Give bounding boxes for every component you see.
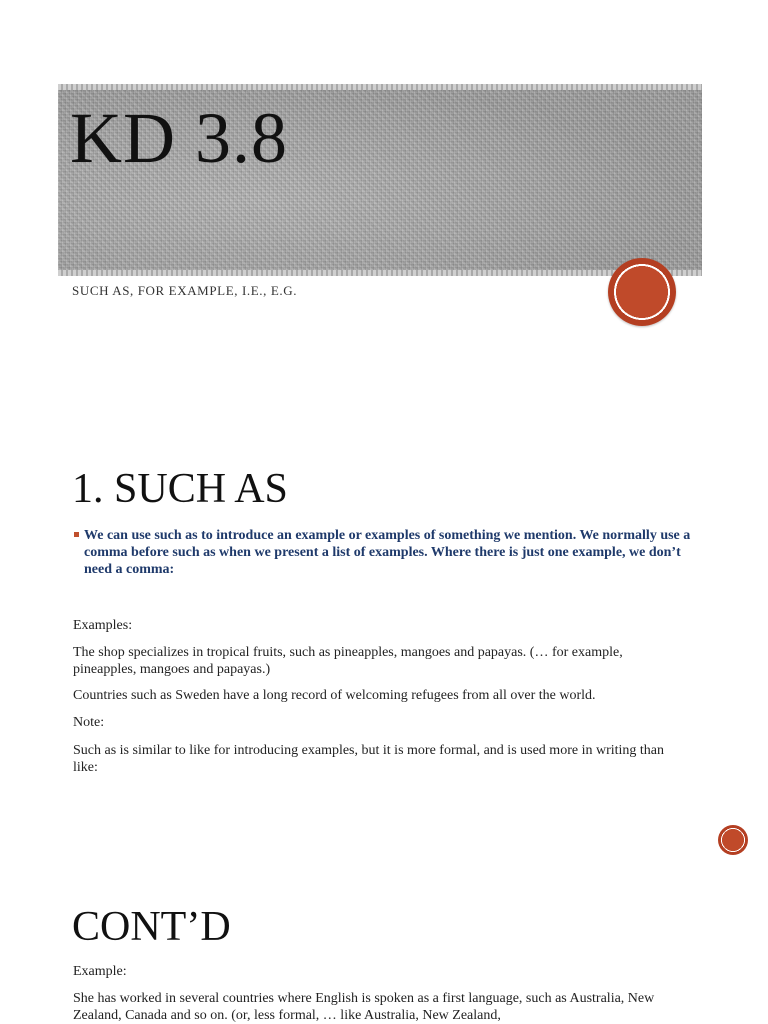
- slide-title: KD 3.8: [70, 98, 288, 178]
- banner-top-edge: [58, 84, 702, 90]
- slide-heading: CONT’D: [72, 904, 231, 950]
- bullet-text: We can use such as to introduce an example or examples of something we mention. We normally use a comma before such as when we present a list of examples. Where there is just one example, we don’t need a comma:: [84, 528, 691, 577]
- decorative-circle-icon: [718, 825, 748, 855]
- bullet-square-icon: [74, 532, 79, 537]
- title-slide: [0, 0, 768, 400]
- slide-subtitle: SUCH AS, FOR EXAMPLE, I.E., E.G.: [72, 283, 298, 298]
- such-as-slide: [0, 440, 768, 870]
- bullet-item: [74, 527, 694, 578]
- example-sentence-2: Countries such as Sweden have a long record of welcoming refugees from all over the world.: [73, 688, 596, 703]
- example-sentence-1: The shop specializes in tropical fruits, such as pineapples, mangoes and papayas. (… for example, pineapples, mangoes and papayas.): [73, 645, 623, 677]
- examples-label: Examples:: [73, 618, 133, 633]
- slide-heading: 1. SUCH AS: [72, 466, 288, 512]
- example-text: She has worked in several countries where English is spoken as a first language, such as Australia, New Zealand, Canada and so on. (or, less formal, … like Australia, New Zealand,: [73, 991, 655, 1023]
- note-label: Note:: [73, 715, 105, 730]
- banner-bottom-edge: [58, 270, 702, 276]
- note-text: Such as is similar to like for introducing examples, but it is more formal, and is used more in writing than like:: [73, 743, 665, 775]
- example-label: Example:: [73, 964, 127, 979]
- contd-slide: [0, 880, 768, 1024]
- decorative-circle-icon: [608, 258, 676, 326]
